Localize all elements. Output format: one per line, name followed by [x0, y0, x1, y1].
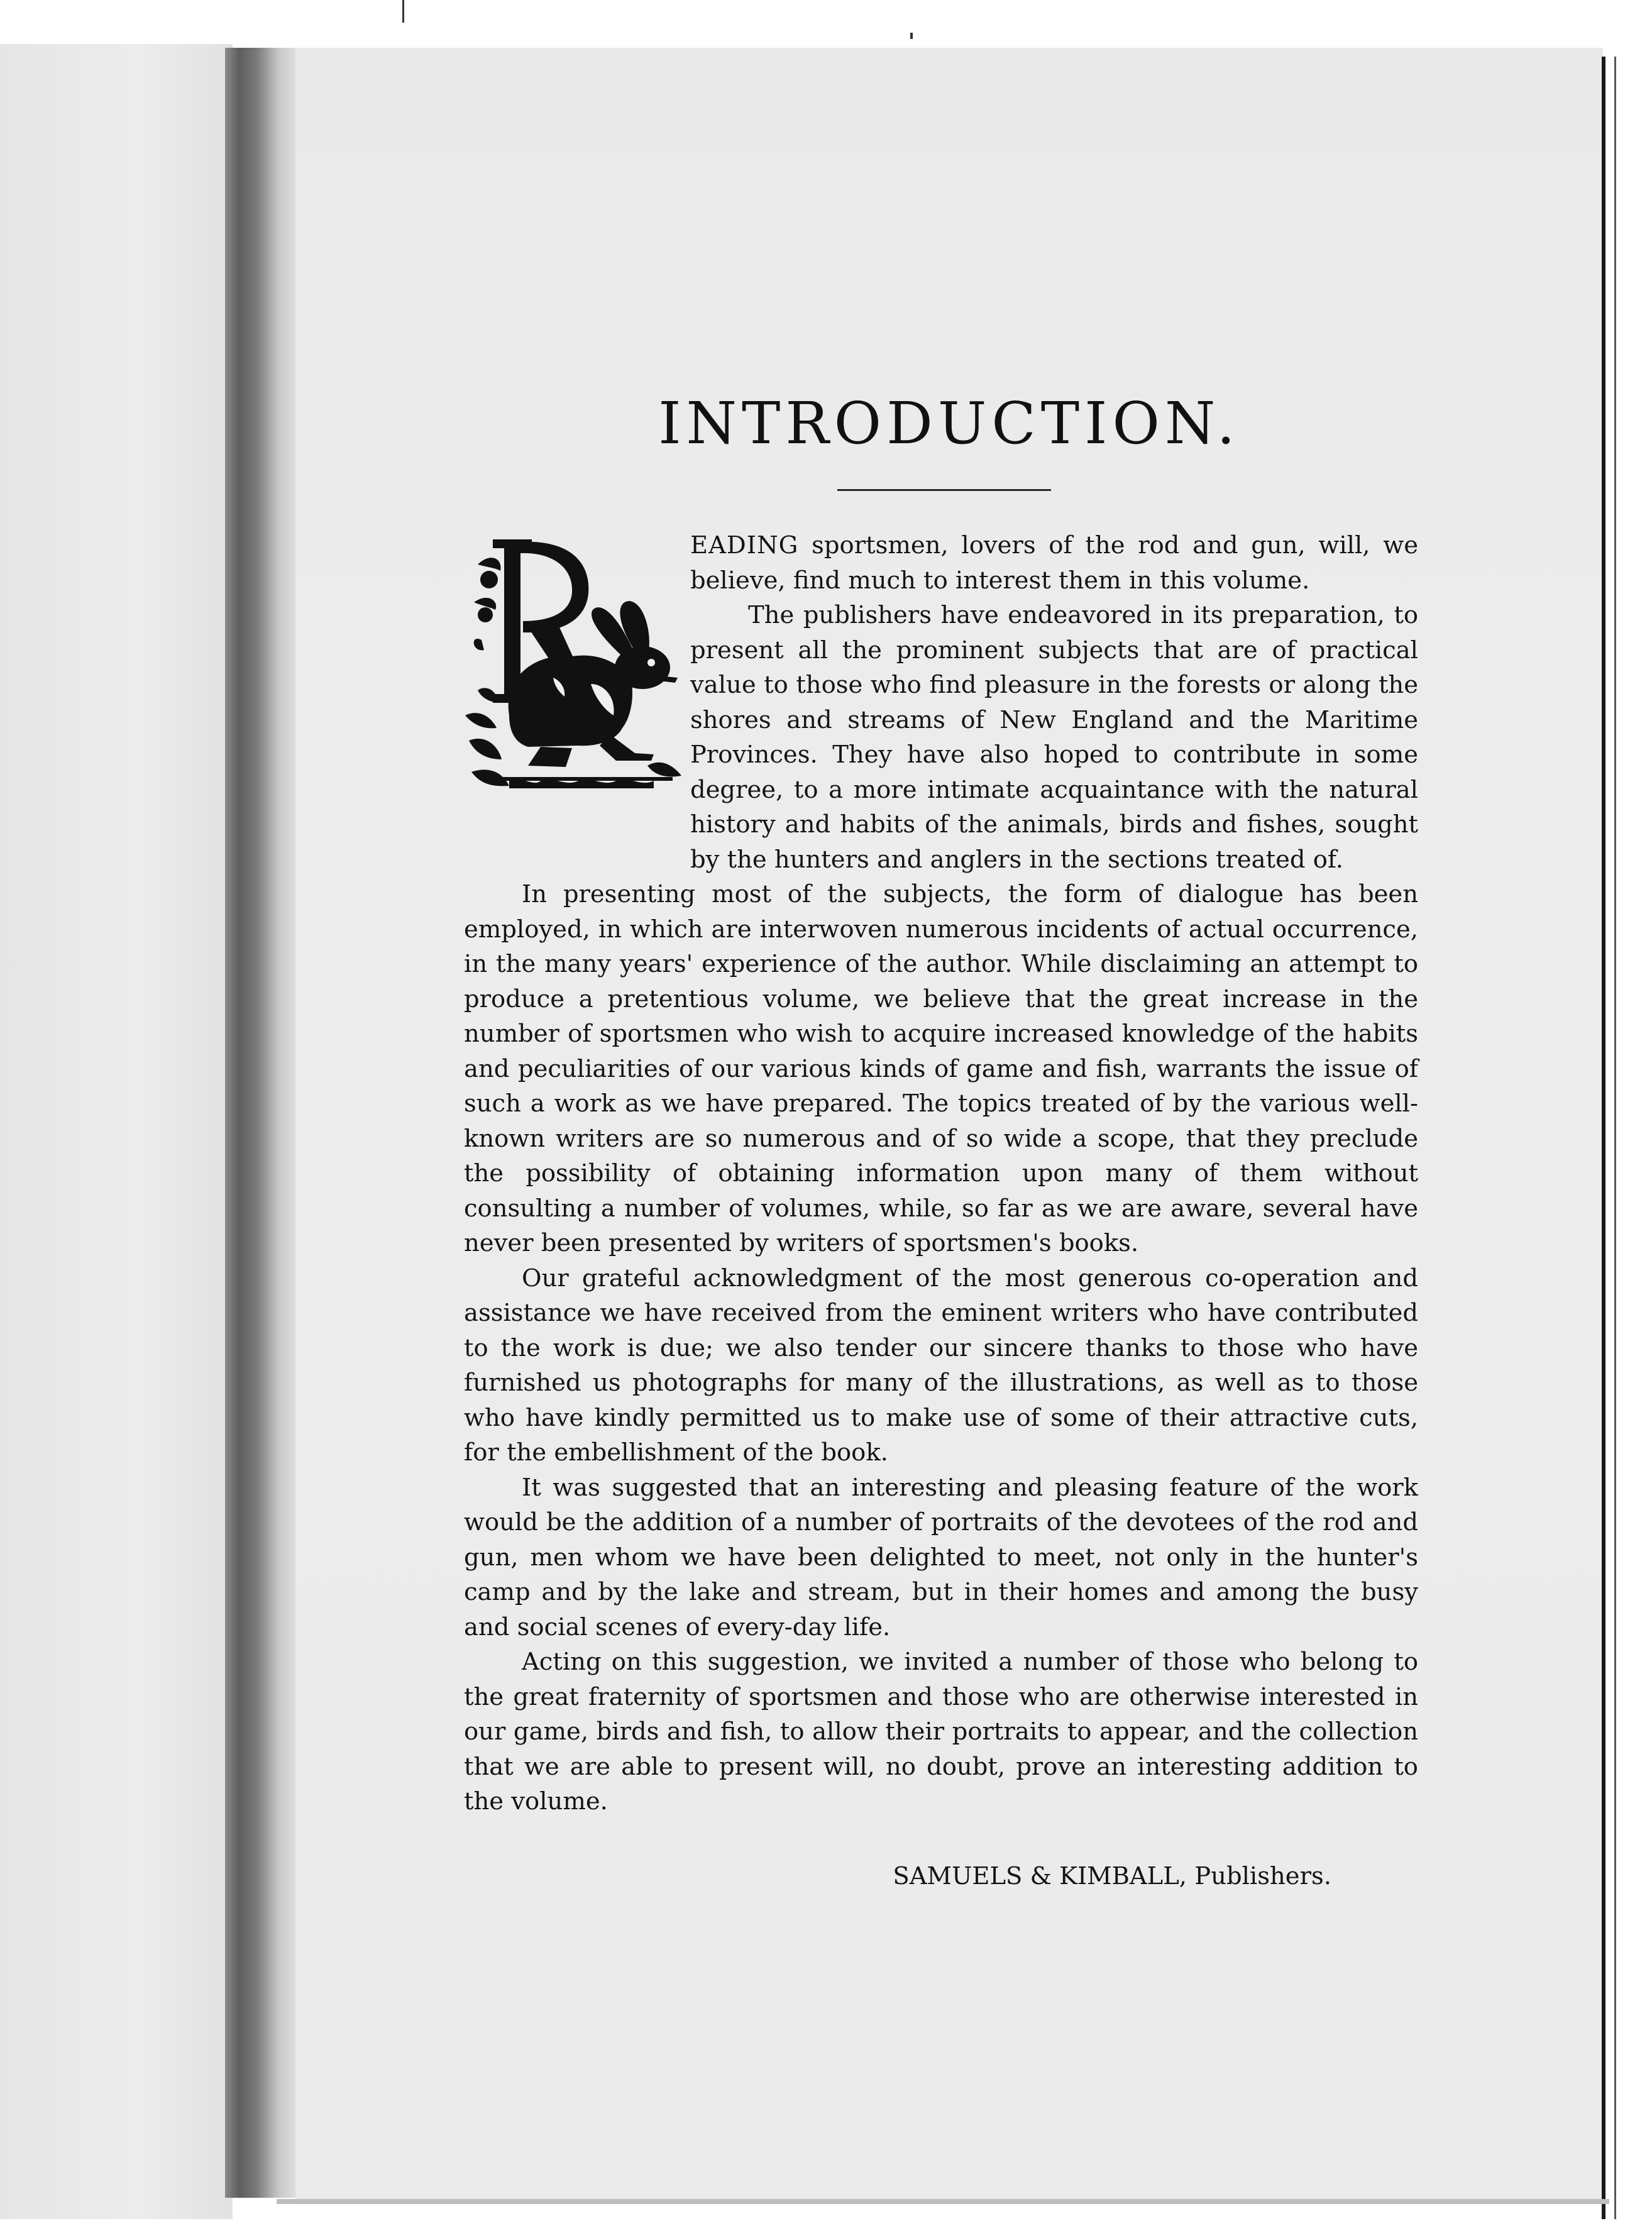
scan-mark — [402, 0, 404, 23]
dropcap-space — [464, 528, 690, 860]
gutter-edge — [280, 48, 296, 2198]
paragraph-5: It was suggested that an interesting and pleasing feature of the work would be the addition of a number of portraits of the devotees of the rod and gun, men whom we have been delighted to meet, not only in the hunter's camp and by the lake and stream, but in their homes and among the busy and social scenes of every-day life. — [464, 1473, 1418, 1641]
paragraph-1-text: sportsmen, lovers of the rod and gun, will, we believe, find much to interest them in this volume. — [690, 531, 1418, 595]
introduction-body — [464, 528, 1418, 1819]
page-right-edge — [1602, 57, 1652, 2219]
left-blank-page — [0, 44, 233, 2219]
title-rule — [837, 489, 1051, 491]
lead-word: EADING — [690, 531, 799, 560]
paragraph-3: In presenting most of the subjects, the form of dialogue has been employed, in which are interwoven numerous incidents of actual occurrence, in the many years' experience of the author. While disclaiming an attempt to produce a pretentious volume, we believe that the great increase in the number of sportsmen who wish to acquire increased knowledge of the habits and peculiarities of our various kinds of game and fish, warrants the issue of such a work as we have prepared. The topics treated of by the various well-known writers are so numerous and of so wide a scope, that they preclude the possibility of obtaining information upon many of them without consulting a number of volumes, while, so far as we are aware, several have never been presented by writers of sportsmen's books. — [464, 880, 1418, 1257]
paragraph-2: The publishers have endeavored in its preparation, to present all the prominent subjects that are of practical value to those who find pleasure in the forests or along the shores and streams of New England and the Maritime Provinces. They have also hoped to contribute in some degree, to a more intimate acquaintance with the natural history and habits of the animals, birds and fishes, sought by the hunters and anglers in the sections treated of. — [690, 601, 1418, 874]
publisher-signature: SAMUELS & KIMBALL, Publishers. — [893, 1862, 1331, 1890]
scan-mark — [910, 33, 913, 39]
paragraph-4: Our grateful acknowledgment of the most generous co-operation and assistance we have received from the eminent writers who have contributed to the work is due; we also tender our sincere thanks to those who have furnished us photographs for many of the illustrations, as well as to those who have kindly permitted us to make use of some of their attractive cuts, for the embellishment of the book. — [464, 1264, 1418, 1467]
book-gutter — [225, 48, 283, 2198]
paragraph-6: Acting on this suggestion, we invited a number of those who belong to the great fraternity of sportsmen and those who are otherwise interested in our game, birds and fish, to allow their portraits to appear, and the collection that we are able to present will, no doubt, prove an interesting addition to the volume. — [464, 1648, 1418, 1816]
page-bottom-edge — [277, 2199, 1609, 2204]
page-title: INTRODUCTION. — [658, 390, 1240, 457]
